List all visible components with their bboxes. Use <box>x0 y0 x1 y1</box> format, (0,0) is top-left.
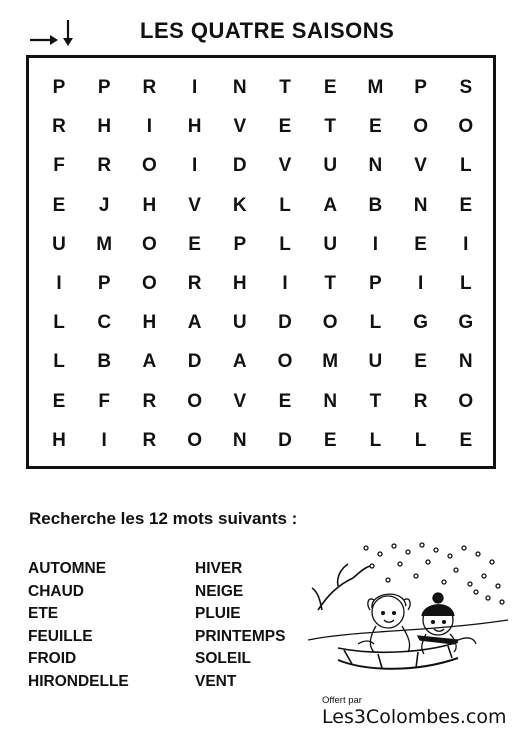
grid-letter[interactable]: L <box>369 312 382 334</box>
word-list-item: ETE <box>28 605 59 623</box>
grid-letter[interactable]: E <box>459 429 473 451</box>
grid-letter[interactable]: D <box>278 312 292 334</box>
word-list-item: FROID <box>28 650 77 668</box>
grid-letter[interactable]: I <box>191 77 198 98</box>
grid-letter[interactable]: L <box>53 312 65 334</box>
grid-letter[interactable]: I <box>56 273 62 294</box>
word-list-item: PRINTEMPS <box>195 627 286 645</box>
grid-letter[interactable]: F <box>98 390 110 412</box>
grid-letter[interactable]: N <box>323 390 338 412</box>
grid-letter[interactable]: O <box>458 116 474 138</box>
grid-letter[interactable]: H <box>52 429 66 451</box>
grid-letter[interactable]: I <box>417 273 424 294</box>
grid-letter[interactable]: O <box>413 116 428 138</box>
grid-letter[interactable]: H <box>142 312 157 334</box>
grid-letter[interactable]: V <box>414 155 427 177</box>
grid-letter[interactable]: F <box>53 155 65 177</box>
grid-letter[interactable]: I <box>463 233 469 255</box>
direction-arrows-icon <box>28 18 88 48</box>
grid-letter[interactable]: E <box>278 390 292 412</box>
grid-letter[interactable]: C <box>97 312 112 334</box>
grid-letter[interactable]: V <box>278 155 292 177</box>
grid-letter[interactable]: I <box>191 155 198 177</box>
grid-letter[interactable]: U <box>323 233 338 255</box>
grid-letter[interactable]: H <box>142 194 157 216</box>
grid-letter[interactable]: G <box>458 312 474 334</box>
grid-letter[interactable]: S <box>459 77 473 98</box>
grid-letter[interactable]: E <box>323 77 337 98</box>
grid-letter[interactable]: E <box>52 390 66 412</box>
grid-letter[interactable]: T <box>324 116 336 138</box>
grid-letter[interactable]: R <box>97 155 112 177</box>
grid-letter[interactable]: M <box>367 77 384 98</box>
grid-letter[interactable]: R <box>142 390 157 412</box>
grid-letter[interactable]: V <box>233 116 247 138</box>
grid-letter[interactable]: E <box>188 233 201 255</box>
grid-letter[interactable]: U <box>323 155 338 177</box>
grid-letter[interactable]: O <box>187 390 202 412</box>
grid-letter[interactable]: E <box>323 429 337 451</box>
credit-website[interactable]: Les3Colombes.com <box>322 706 507 728</box>
grid-letter[interactable]: M <box>96 233 113 255</box>
grid-letter[interactable]: N <box>368 155 383 177</box>
grid-letter[interactable]: B <box>368 194 383 216</box>
grid-letter[interactable]: O <box>187 429 202 451</box>
word-list-item: FEUILLE <box>28 627 93 645</box>
grid-letter[interactable]: E <box>52 194 66 216</box>
grid-letter[interactable]: B <box>97 351 112 373</box>
grid-letter[interactable]: T <box>369 390 382 412</box>
grid-letter[interactable]: G <box>413 312 428 334</box>
grid-letter[interactable]: A <box>142 351 157 373</box>
credit <box>322 695 507 728</box>
grid-letter[interactable]: T <box>324 273 336 294</box>
word-list-item: HIVER <box>195 560 243 577</box>
grid-letter[interactable]: P <box>97 273 111 294</box>
word-list-right <box>195 558 285 694</box>
word-list-item: CHAUD <box>28 582 84 600</box>
grid-letter[interactable]: U <box>232 312 247 334</box>
word-list-item: AUTOMNE <box>28 560 107 577</box>
grid-letter[interactable]: N <box>413 194 428 216</box>
grid-letter[interactable]: A <box>323 194 338 216</box>
grid-letter[interactable]: V <box>233 390 247 412</box>
grid-letter[interactable]: V <box>188 194 201 216</box>
grid-letter[interactable]: R <box>142 429 157 451</box>
grid-letter[interactable]: D <box>232 155 247 177</box>
grid-letter[interactable]: R <box>142 77 157 98</box>
credit-offered-by: Offert par <box>322 695 362 706</box>
grid-letter[interactable]: I <box>372 233 379 255</box>
grid-letter[interactable]: O <box>277 351 293 373</box>
word-list-left <box>28 558 129 694</box>
grid-letter[interactable]: O <box>322 312 338 334</box>
grid-letter[interactable]: L <box>279 194 291 216</box>
grid-letter[interactable]: O <box>142 155 157 177</box>
grid-letter[interactable]: E <box>414 233 427 255</box>
grid-letter[interactable]: M <box>322 351 339 373</box>
grid-letter[interactable]: L <box>279 233 291 255</box>
grid-letter[interactable]: U <box>52 233 66 255</box>
grid-letter[interactable]: I <box>146 116 153 138</box>
word-list-item: PLUIE <box>195 605 241 623</box>
grid-letter[interactable]: H <box>97 116 112 138</box>
grid-letter[interactable]: N <box>232 429 247 451</box>
grid-letter[interactable]: H <box>232 273 247 294</box>
grid-letter[interactable]: E <box>369 116 382 138</box>
grid-letter[interactable]: I <box>101 429 107 451</box>
word-list-item: VENT <box>195 672 237 690</box>
grid-letter[interactable]: D <box>278 429 292 451</box>
grid-letter[interactable]: O <box>458 390 474 412</box>
grid-letter[interactable]: P <box>52 77 66 98</box>
grid-letter[interactable]: P <box>414 77 427 98</box>
grid-letter[interactable]: E <box>459 194 473 216</box>
grid-letter[interactable]: E <box>278 116 292 138</box>
grid-letter[interactable]: N <box>458 351 473 373</box>
grid-letter[interactable]: L <box>369 429 382 451</box>
grid-letter[interactable]: J <box>98 194 110 216</box>
grid-letter[interactable]: O <box>142 233 157 255</box>
grid-letter[interactable]: L <box>414 429 427 451</box>
grid-letter[interactable]: R <box>187 273 202 294</box>
grid-letter[interactable]: D <box>187 351 202 373</box>
grid-letter[interactable]: A <box>187 312 202 334</box>
grid-letter[interactable]: A <box>232 351 247 373</box>
grid-letter[interactable]: U <box>368 351 383 373</box>
grid-letter[interactable]: L <box>53 351 65 373</box>
arrow-right-icon <box>30 35 58 45</box>
page-title: LES QUATRE SAISONS <box>140 18 395 43</box>
grid-letter[interactable]: P <box>233 233 247 255</box>
arrow-down-icon <box>63 20 73 46</box>
grid-letter[interactable]: N <box>232 77 247 98</box>
grid-letter[interactable]: P <box>369 273 382 294</box>
word-list-item: HIRONDELLE <box>28 672 129 690</box>
word-list-item: NEIGE <box>195 582 244 600</box>
grid-letter[interactable]: I <box>282 273 288 294</box>
grid-letter[interactable]: L <box>459 273 472 294</box>
grid-letter[interactable]: H <box>187 116 202 138</box>
grid-letter[interactable]: L <box>459 155 472 177</box>
grid-letter[interactable]: T <box>279 77 291 98</box>
children-sledding-illustration <box>308 540 518 690</box>
instruction-text: Recherche les 12 mots suivants : <box>29 509 298 528</box>
word-search-grid <box>26 55 496 469</box>
grid-letter[interactable]: P <box>97 77 111 98</box>
grid-letter[interactable]: K <box>232 194 247 216</box>
grid-letter[interactable]: R <box>52 116 66 138</box>
word-list-item: SOLEIL <box>195 650 251 668</box>
grid-letter[interactable]: O <box>142 273 157 294</box>
grid-letter[interactable]: E <box>414 351 427 373</box>
grid-letter[interactable]: R <box>413 390 428 412</box>
